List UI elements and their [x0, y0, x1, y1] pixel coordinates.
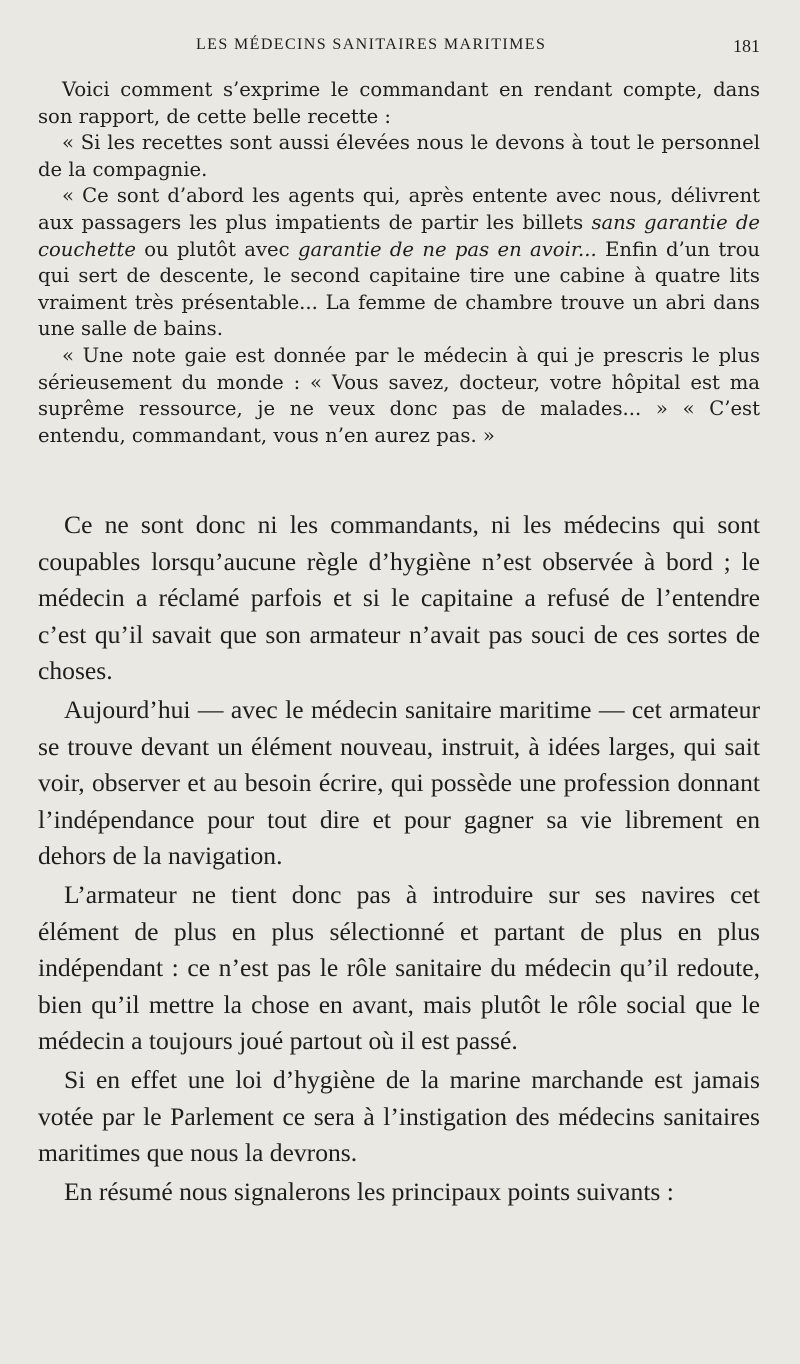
- body-paragraph-2: Aujourd’hui — avec le médecin sanitaire maritime — cet armateur se trouve devant un élément nouveau, instruit, à idées larges, qui sait voir, observer et au besoin écrire, qui possède une profession donnant l’indépendance pour tout dire et pour gagner sa vie librement en dehors de la navigation.: [38, 694, 760, 871]
- body-paragraph-5: En résumé nous signalerons les principaux points suivants :: [64, 1176, 674, 1206]
- quote-italic-text: garantie de ne pas en avoir...: [297, 237, 597, 261]
- quote-paragraph-3: [38, 183, 760, 343]
- quote-text: « Ce sont d’abord les agents qui, après entente avec nous, délivrent aux passagers les plus impatients de partir les billets: [38, 184, 760, 234]
- page-header: [38, 36, 760, 56]
- body-paragraph-3: L’armateur ne tient donc pas à introduire sur ses navires cet élément de plus en plus sélectionné et partant de plus en plus indépendant : ce n’est pas le rôle sanitaire du médecin qu’il redoute, bien qu’il mettre la chose en avant, mais plutôt le rôle social que le médecin a toujours joué partout où il est passé.: [38, 879, 760, 1056]
- body-paragraph-4: Si en effet une loi d’hygiène de la marine marchande est jamais votée par le Parlement ce sera à l’instigation des médecins sanitaires maritimes que nous la devrons.: [38, 1064, 760, 1168]
- main-text: [38, 507, 760, 1210]
- quote-paragraph-4: « Une note gaie est donnée par le médecin à qui je prescris le plus sérieusement du monde : « Vous savez, docteur, votre hôpital est ma suprême ressource, je ne veux donc pas de malades... » « C’est entendu, commandant, vous n’en aurez pas. »: [38, 343, 760, 447]
- quote-text: ou plutôt avec: [135, 237, 298, 261]
- page-number: 181: [733, 36, 760, 56]
- quote-text: Enfin d’un trou qui sert de descente, le second capitaine tire une cabine à quatre lits vraiment très présentable... La femme de chambre trouve un abri dans une salle de bains.: [38, 237, 760, 341]
- quote-italic-text: sans garantie de couchette: [38, 210, 760, 261]
- quoted-report: [38, 77, 760, 449]
- quote-paragraph-1: Voici comment s’exprime le commandant en rendant compte, dans son rapport, de cette belle recette :: [38, 78, 760, 128]
- quote-paragraph-2: « Si les recettes sont aussi élevées nous le devons à tout le personnel de la compagnie.: [38, 131, 760, 181]
- running-title: LES MÉDECINS SANITAIRES MARITIMES: [196, 36, 547, 53]
- body-paragraph-1: Ce ne sont donc ni les commandants, ni les médecins qui sont coupables lorsqu’aucune règle d’hygiène n’est observée à bord ; le médecin a réclamé parfois et si le capitaine a refusé de l’entendre c’est qu’il savait que son armateur n’avait pas souci de ces sortes de choses.: [38, 510, 760, 686]
